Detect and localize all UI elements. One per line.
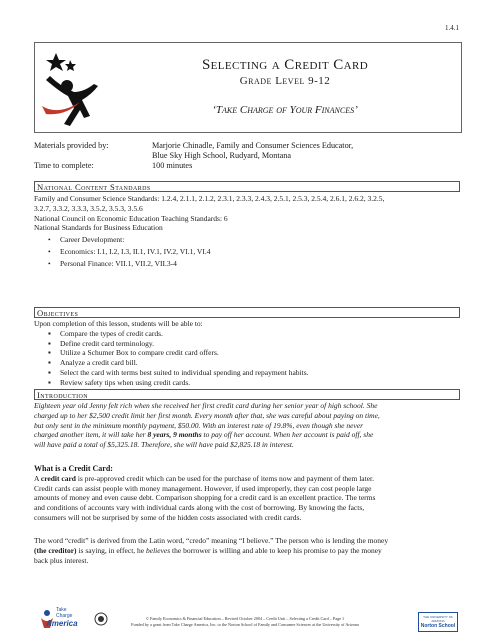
series-title: ‘Take Charge of Your Finances’ (212, 104, 358, 116)
list-item: ▪ Review safety tips when using credit cards. (34, 378, 460, 388)
standards-line: National Council on Economic Education Teaching Standards: 6 (34, 213, 228, 223)
standards-list (34, 235, 460, 268)
credit-origin (34, 536, 460, 565)
story-text: charged another item, it will take her (34, 430, 148, 440)
credit-card-term: credit card (40, 473, 76, 483)
body-line: back plus interest. (34, 555, 89, 565)
materials-value-1: Marjorie Chinadle, Family and Consumer Sciences Educator, (152, 141, 354, 150)
payoff-duration: 8 years, 9 months (147, 430, 202, 440)
take-charge-logo-icon (40, 46, 102, 134)
list-item: ▪ Analyze a credit card bill. (34, 358, 460, 368)
logo-word: America (46, 619, 78, 628)
lesson-title: Selecting a Credit Card (201, 57, 369, 73)
what-heading: What is a Credit Card: (34, 464, 113, 473)
materials-label: Materials provided by: (34, 141, 109, 150)
objectives-body (34, 319, 460, 388)
body-line: amounts of money and even cause debt. Comparison shopping for a credit card is an excellent practice. The terms (34, 493, 376, 503)
materials-value-2: Blue Sky High School, Rudyard, Montana (152, 151, 291, 160)
body-line: Credit cards can assist people with money management. However, if used improperly, they can cost people large (34, 483, 372, 493)
body-text: is pre-approved credit which can be used for the purchase of items now and payment of them later. (75, 473, 374, 483)
story-text: to pay off her account. When her account is paid off, she (201, 430, 374, 440)
story-line: will have paid a total of $5,325.18. Therefore, she will have paid $2,825.18 in interest. (34, 440, 294, 450)
fefe-seal-icon (94, 612, 108, 626)
standards-line: Family and Consumer Science Standards: 1.2.4, 2.1.1, 2.1.2, 2.3.1, 2.3.3, 2.4.3, 2.5.1, 2.5.3, 2.5.4, 2.6.1, 2.6.2, 3.2.5, (34, 194, 385, 203)
list-item: • Career Development: (34, 235, 460, 245)
list-item: • Personal Finance: VII.1, VII.2, VII.3-4 (34, 259, 460, 269)
body-line: and conditions of accounts vary with individual cards along with the cost of borrowing. By knowing the facts, (34, 503, 365, 513)
body-line: The word “credit” is derived from the Latin word, “credo” meaning “I believe.” The person who is lending the money (34, 536, 389, 545)
objectives-list (34, 329, 460, 388)
list-item: ▪ Compare the types of credit cards. (34, 329, 460, 339)
logo-word: Take (56, 607, 67, 613)
body-line: consumers will not be surprised by some of the hidden costs associated with credit cards. (34, 512, 302, 522)
logo-word: Norton School (420, 623, 456, 629)
standards-body (34, 194, 460, 269)
body-line (34, 474, 460, 484)
list-item: ▪ Utilize a Schumer Box to compare credit card offers. (34, 348, 460, 358)
what-is-credit-card (34, 464, 460, 523)
body-text: the borrower is willing and able to keep his promise to pay the money (170, 545, 382, 555)
objectives-intro: Upon completion of this lesson, students will be able to: (34, 319, 203, 328)
footer-copyright: © Family Economics & Financial Education – Revised October 2004 – Credit Unit – Selecting a Credit Card – Page 1 (145, 616, 345, 621)
footer (110, 616, 380, 628)
take-charge-america-logo (40, 606, 88, 634)
believes-term: believes (146, 545, 171, 555)
standards-line: National Standards for Business Education (34, 223, 163, 233)
list-item: • Economics: I.1, I.2, I.3, II.1, IV.1, IV.2, VI.1, VI.4 (34, 247, 460, 257)
standards-heading: National Content Standards (34, 181, 460, 192)
norton-school-logo (418, 612, 458, 632)
logo-text (46, 607, 78, 628)
introduction-heading: Introduction (34, 389, 460, 400)
objectives-heading: Objectives (34, 307, 460, 318)
standards-line: 3.2.7, 3.3.2, 3.3.3, 3.5.2, 3.5.3, 3.5.6 (34, 203, 143, 213)
creditor-term: (the creditor) (34, 545, 77, 555)
story-line: charged up to her $2,500 credit limit her first month. Every month after that, she was careful about paying on time, (34, 410, 380, 420)
time-value: 100 minutes (152, 161, 193, 170)
page-number: 1.4.1 (445, 24, 459, 32)
story-line: Eighteen year old Jenny felt rich when she received her first credit card during her senior year of high school. She (34, 401, 378, 410)
body-text: A (34, 473, 41, 483)
jenny-story (34, 401, 460, 450)
grade-level: Grade Level 9-12 (239, 75, 331, 87)
time-label: Time to complete: (34, 161, 94, 170)
story-line: but only sent in the minimum monthly payment, $50.00. With an interest rate of 19.8%, even though she never (34, 420, 364, 430)
body-line (34, 546, 460, 556)
list-item: ▪ Select the card with terms best suited to individual spending and repayment habits. (34, 368, 460, 378)
body-text: is saying, in effect, he (76, 545, 146, 555)
story-line (34, 430, 460, 440)
logo-word: Charge (56, 612, 73, 619)
footer-funding: Funded by a grant from Take Charge America, Inc. to the Norton School of Family and Consumer Sciences at the University of Arizona (131, 622, 359, 627)
list-item: ▪ Define credit card terminology. (34, 339, 460, 349)
logo-word: THE UNIVERSITY OF ARIZONA (423, 615, 453, 623)
